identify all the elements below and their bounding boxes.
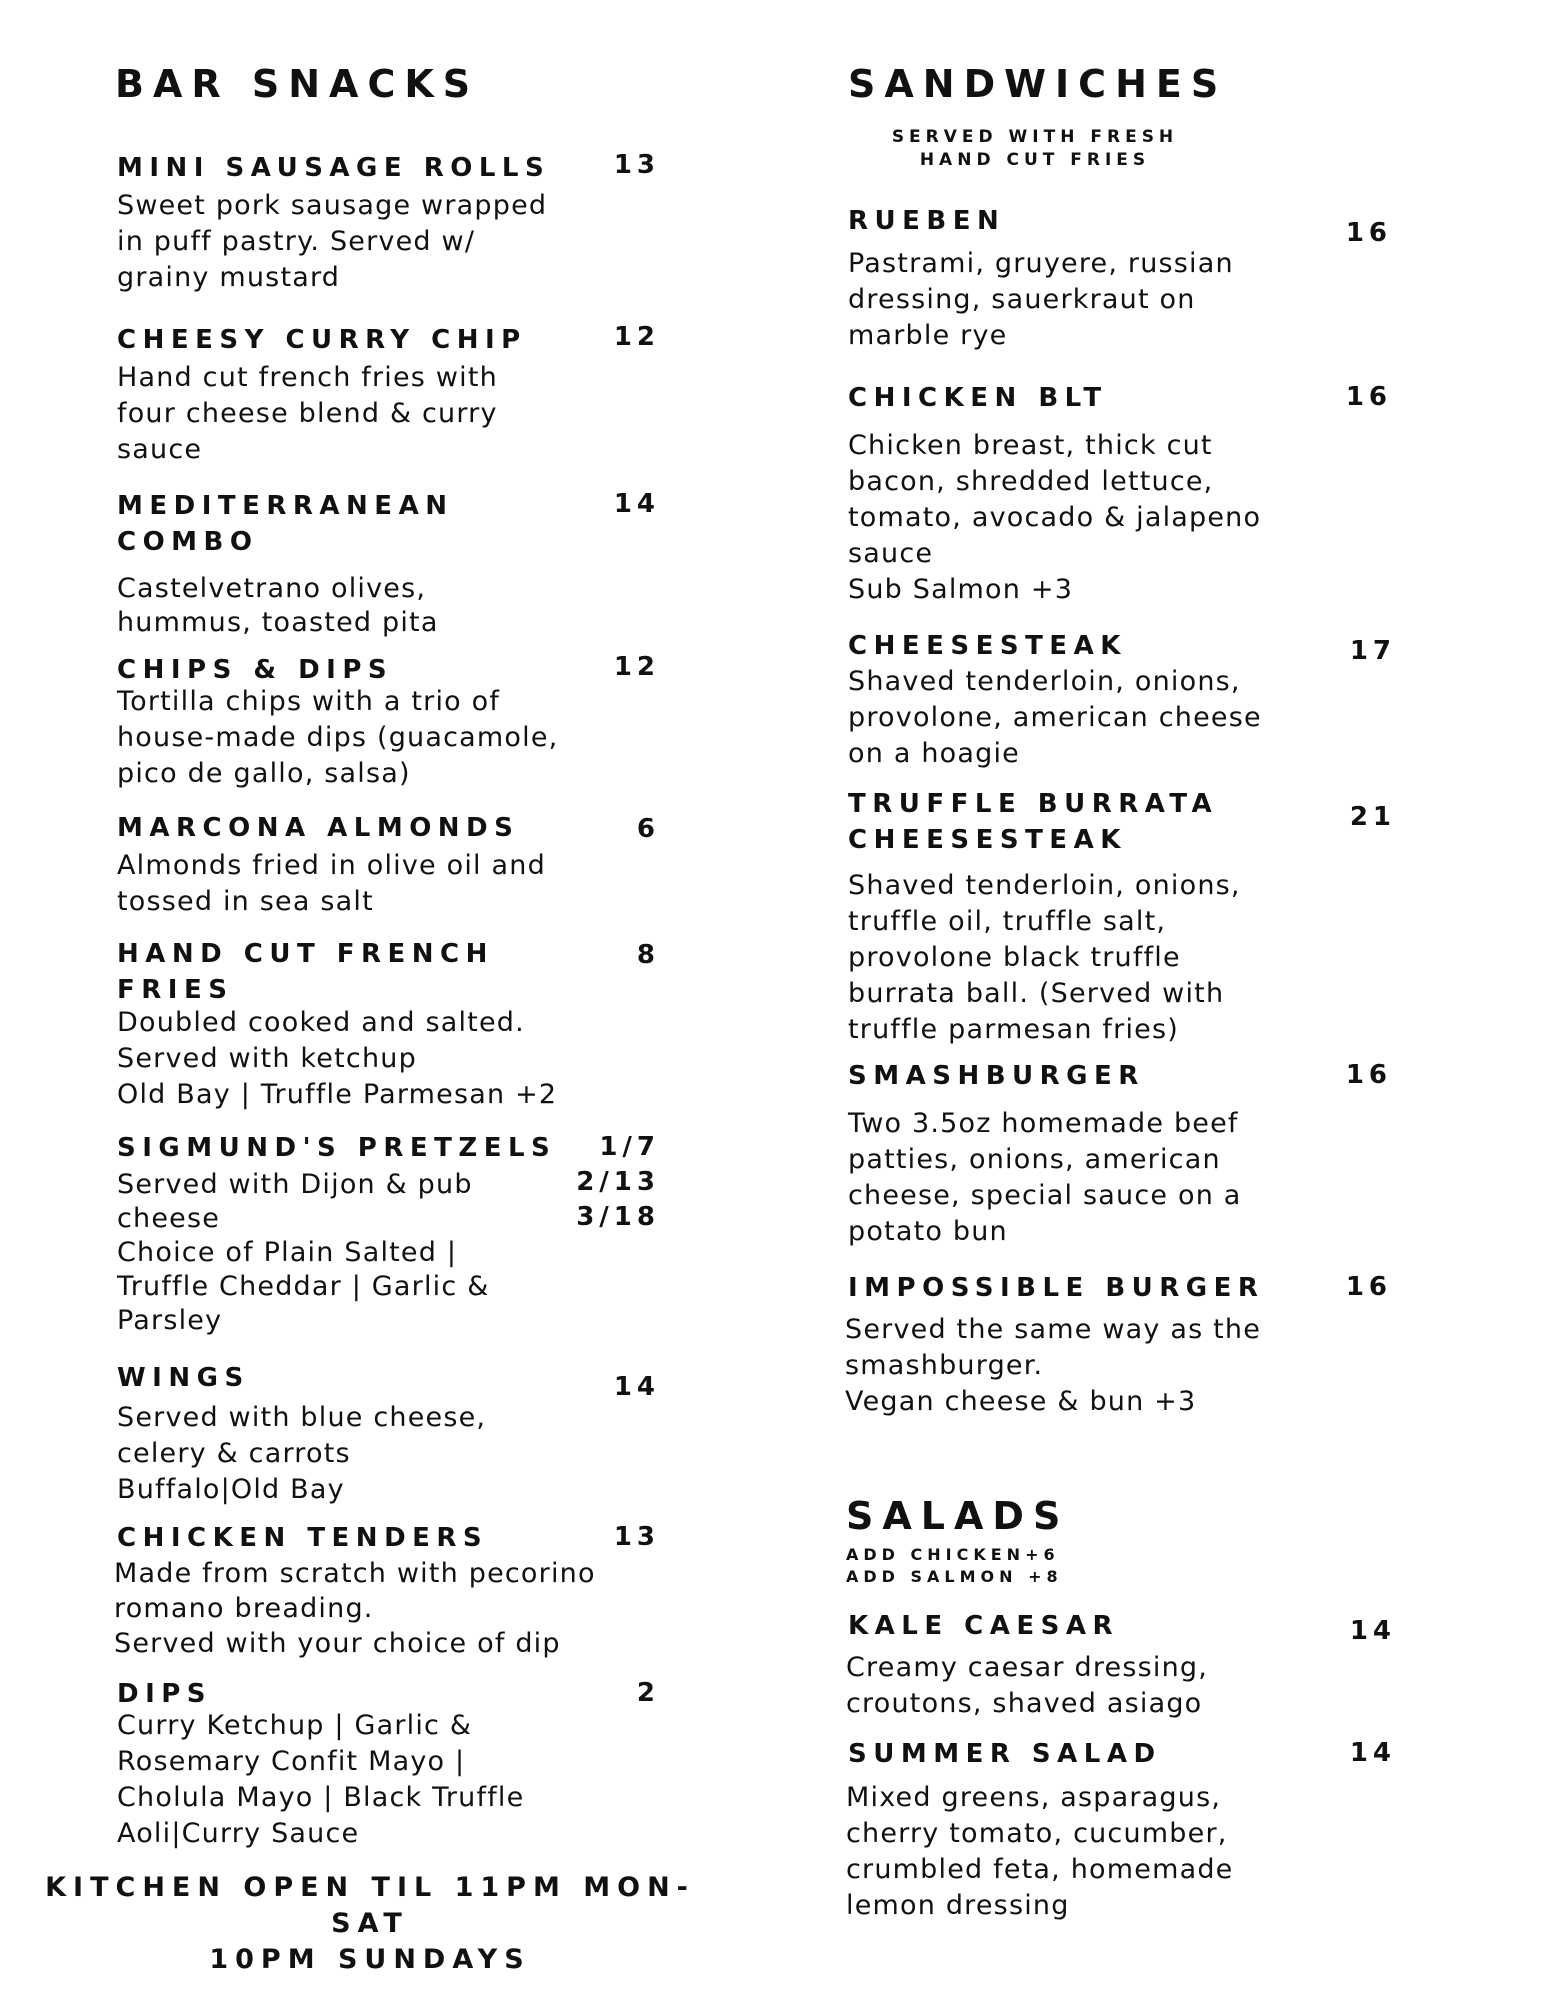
item-name-chicken-blt: CHICKEN BLT [848,383,1108,413]
item-name-rueben: RUEBEN [848,206,1006,236]
item-price-kale-caesar: 14 [1349,1616,1396,1646]
item-price-hand-cut-french-fries: 8 [636,940,660,970]
item-name-wings: WINGS [117,1363,250,1393]
bar-snacks-title: BAR SNACKS [115,62,480,106]
item-price-truffle-burrata-cheesesteak: 21 [1349,802,1396,832]
item-price-chicken-tenders: 13 [613,1522,660,1552]
item-desc-impossible-burger: Served the same way as the smashburger. Vegan cheese & bun +3 [845,1314,1262,1417]
item-name-mini-sausage-rolls: MINI SAUSAGE ROLLS [117,153,551,183]
item-price-dips: 2 [636,1678,660,1708]
item-desc-rueben: Pastrami, gruyere, russian dressing, sauerkraut on marble rye [848,248,1234,351]
item-desc-marcona-almonds: Almonds fried in olive oil and tossed in sea salt [117,850,546,917]
item-desc-hand-cut-french-fries: Doubled cooked and salted. Served with ketchup Old Bay | Truffle Parmesan +2 [117,1007,558,1110]
item-name-chicken-tenders: CHICKEN TENDERS [117,1523,489,1553]
item-name-truffle-burrata-cheesesteak: TRUFFLE BURRATA CHEESESTEAK [848,789,1219,855]
item-price-mediterranean-combo: 14 [613,489,660,519]
item-price-wings: 14 [613,1372,660,1402]
item-price-cheesesteak: 17 [1349,636,1396,666]
item-desc-mediterranean-combo: Castelvetrano olives, hummus, toasted pita [117,573,439,638]
item-price-rueben: 16 [1345,218,1392,248]
item-name-sigmunds-pretzels: SIGMUND'S PRETZELS [117,1133,557,1163]
item-price-impossible-burger: 16 [1345,1272,1392,1302]
item-name-chips-and-dips: CHIPS & DIPS [117,655,394,685]
item-desc-sigmunds-pretzels: Served with Dijon & pub cheese Choice of Plain Salted | Truffle Cheddar | Garlic & Parsley [117,1169,490,1336]
item-desc-summer-salad: Mixed greens, asparagus, cherry tomato, cucumber, crumbled feta, homemade lemon dressing [846,1782,1234,1921]
item-price-marcona-almonds: 6 [636,814,660,844]
item-desc-wings: Served with blue cheese, celery & carrots Buffalo|Old Bay [117,1402,487,1505]
item-desc-chicken-blt: Chicken breast, thick cut bacon, shredded lettuce, tomato, avocado & jalapeno sauce Sub Salmon +3 [848,430,1262,605]
item-desc-mini-sausage-rolls: Sweet pork sausage wrapped in puff pastry. Served w/ grainy mustard [117,190,548,293]
salads-title: SALADS [846,1494,1070,1538]
item-name-kale-caesar: KALE CAESAR [848,1611,1119,1641]
item-desc-chips-and-dips: Tortilla chips with a trio of house-made dips (guacamole, pico de gallo, salsa) [117,686,559,789]
item-price-chips-and-dips: 12 [613,652,660,682]
item-desc-kale-caesar: Creamy caesar dressing, croutons, shaved asiago [846,1652,1209,1719]
item-price-chicken-blt: 16 [1345,382,1392,412]
item-name-marcona-almonds: MARCONA ALMONDS [117,813,520,843]
item-name-dips: DIPS [117,1679,213,1709]
kitchen-hours-footer: KITCHEN OPEN TIL 11PM MON-SAT 10PM SUNDAYS [45,1872,695,1975]
sandwiches-subtitle: SERVED WITH FRESH HAND CUT FRIES [891,127,1179,170]
salads-subtitle: ADD CHICKEN+6 ADD SALMON +8 [846,1545,1063,1586]
item-price-cheesy-curry-chip: 12 [613,322,660,352]
item-price-sigmunds-pretzels: 1/7 2/13 3/18 [576,1132,660,1232]
item-name-impossible-burger: IMPOSSIBLE BURGER [848,1273,1265,1303]
item-name-cheesesteak: CHEESESTEAK [848,631,1127,661]
item-price-smashburger: 16 [1345,1060,1392,1090]
item-price-summer-salad: 14 [1349,1738,1396,1768]
item-price-mini-sausage-rolls: 13 [613,150,660,180]
item-name-mediterranean-combo: MEDITERRANEAN COMBO [117,491,454,557]
item-desc-chicken-tenders: Made from scratch with pecorino romano breading. Served with your choice of dip [114,1558,596,1659]
item-desc-cheesesteak: Shaved tenderloin, onions, provolone, american cheese on a hoagie [848,666,1262,769]
item-desc-smashburger: Two 3.5oz homemade beef patties, onions, american cheese, special sauce on a potato bun [848,1108,1242,1247]
item-name-cheesy-curry-chip: CHEESY CURRY CHIP [117,325,527,355]
item-name-summer-salad: SUMMER SALAD [848,1739,1162,1769]
item-desc-dips: Curry Ketchup | Garlic & Rosemary Confit Mayo | Cholula Mayo | Black Truffle Aoli|Curry Sauce [117,1710,525,1849]
item-name-smashburger: SMASHBURGER [848,1061,1145,1091]
sandwiches-title: SANDWICHES [848,62,1228,106]
item-desc-truffle-burrata-cheesesteak: Shaved tenderloin, onions, truffle oil, truffle salt, provolone black truffle burrata ball. (Served with truffle parmesan fries) [848,870,1241,1045]
item-desc-cheesy-curry-chip: Hand cut french fries with four cheese blend & curry sauce [117,362,498,465]
item-name-hand-cut-french-fries: HAND CUT FRENCH FRIES [117,939,494,1005]
